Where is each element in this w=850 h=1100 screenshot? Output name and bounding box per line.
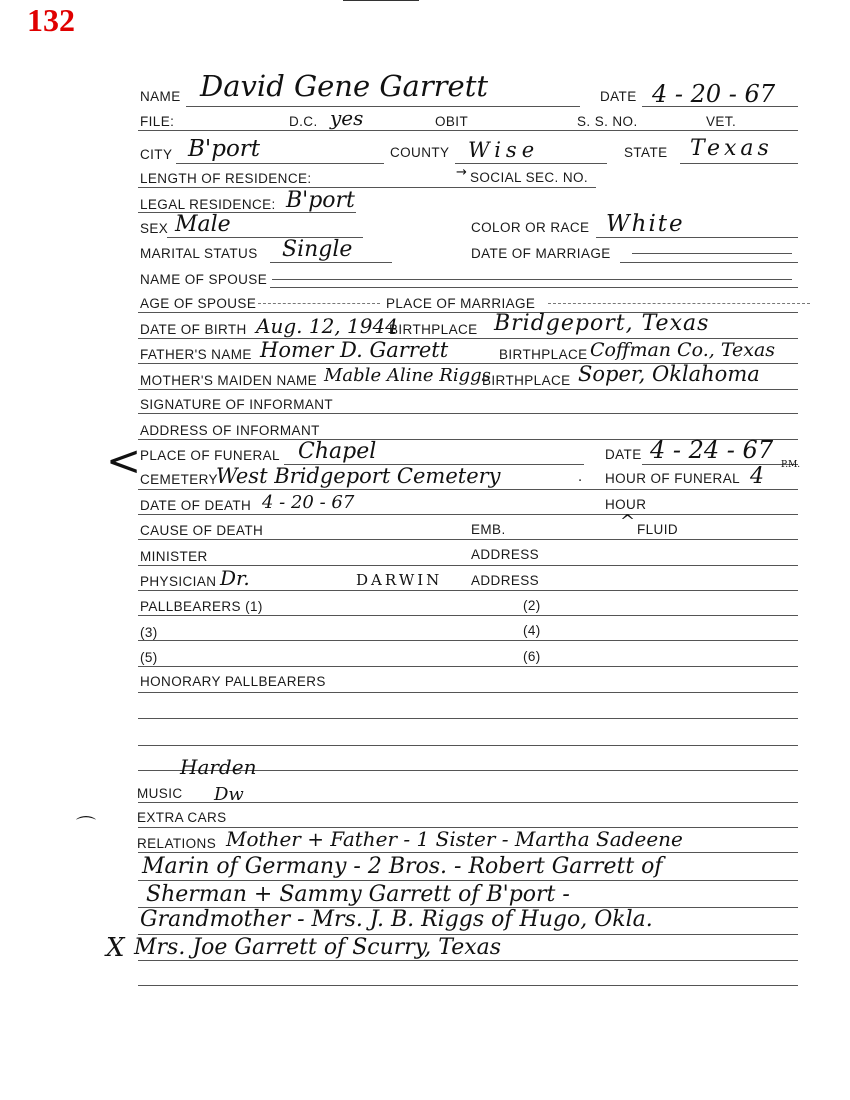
label-city: CITY <box>140 147 173 162</box>
label-hour-funeral: HOUR OF FUNERAL <box>605 471 741 486</box>
rule-physician <box>138 590 798 591</box>
margin-dash-mark: ⌒ <box>76 814 96 838</box>
relations-line-2: Marin of Germany - 2 Bros. - Robert Garrett of <box>142 854 663 879</box>
label-pallbearers-4: (4) <box>523 623 541 638</box>
label-file: FILE: <box>140 114 175 129</box>
label-date: DATE <box>600 89 637 104</box>
relations-margin-mark: X <box>106 933 125 963</box>
label-birthplace: BIRTHPLACE <box>389 322 478 337</box>
label-social-sec: SOCIAL SEC. NO. <box>470 170 589 185</box>
label-minister-address: ADDRESS <box>471 547 540 562</box>
label-cemetery: CEMETERY <box>140 472 218 487</box>
label-address-informant: ADDRESS OF INFORMANT <box>140 423 320 438</box>
top-edge-mark <box>343 0 419 1</box>
bracket-mark: < <box>106 436 142 485</box>
rule-relations-1 <box>138 852 798 853</box>
label-pallbearers-3: (3) <box>140 625 158 640</box>
page-number: 132 <box>27 2 75 38</box>
rule-length-residence <box>138 187 596 188</box>
label-date-marriage: DATE OF MARRIAGE <box>471 246 611 261</box>
rule-signature-informant <box>138 413 798 414</box>
label-pallbearers-5: (5) <box>140 650 158 665</box>
label-mother: MOTHER'S MAIDEN NAME <box>140 373 318 388</box>
relations-line-1: Mother + Father - 1 Sister - Martha Sadeene <box>226 827 683 851</box>
rule-relations-6 <box>138 985 798 986</box>
rule-state <box>680 163 798 164</box>
label-fluid: FLUID <box>637 522 679 537</box>
rule-marital-status <box>270 262 392 263</box>
label-vet: VET. <box>706 114 737 129</box>
label-minister: MINISTER <box>140 549 208 564</box>
label-legal-residence: LEGAL RESIDENCE: <box>140 197 276 212</box>
rule-city <box>176 163 384 164</box>
label-color-race: COLOR OR RACE <box>471 220 590 235</box>
entry-dob: Aug. 12, 1944 <box>256 314 398 338</box>
rule-pallbearers-3 <box>138 666 798 667</box>
entry-music: Harden <box>180 755 257 779</box>
entry-emb: ^ <box>620 511 636 532</box>
label-marital-status: MARITAL STATUS <box>140 246 258 261</box>
rule-mother <box>138 389 798 390</box>
entry-funeral-place: Chapel <box>298 439 377 464</box>
arrow-mark: → <box>456 165 467 180</box>
entry-funeral-hour-ampm: P.M. <box>781 460 801 470</box>
rule-pallbearers-2 <box>138 640 798 641</box>
entry-marital-status: Single <box>282 237 353 262</box>
rule-honorary-2 <box>138 718 798 719</box>
dash-age-spouse <box>258 303 380 304</box>
label-sex: SEX <box>140 221 169 236</box>
label-length-residence: LENGTH OF RESIDENCE: <box>140 171 312 186</box>
entry-music-sub: Dw <box>214 784 244 805</box>
label-county: COUNTY <box>390 145 450 160</box>
entry-father-birthplace: Coffman Co., Texas <box>590 339 776 361</box>
label-father-birthplace: BIRTHPLACE <box>499 347 588 362</box>
label-cause: CAUSE OF DEATH <box>140 523 264 538</box>
label-age-spouse: AGE OF SPOUSE <box>140 296 257 311</box>
relations-line-5: Mrs. Joe Garrett of Scurry, Texas <box>134 935 502 960</box>
rule-date <box>642 106 798 107</box>
entry-mother-birthplace: Soper, Oklahoma <box>578 362 760 386</box>
rule-date-marriage <box>620 262 798 263</box>
label-extra-cars: EXTRA CARS <box>137 810 227 825</box>
label-music: MUSIC <box>137 786 183 801</box>
label-ssno: S. S. NO. <box>577 114 638 129</box>
entry-legal-residence: B'port <box>286 188 355 213</box>
entry-city: B'port <box>188 136 261 162</box>
rule-relations-5 <box>138 960 798 961</box>
entry-cemetery: West Bridgeport Cemetery <box>216 464 501 488</box>
label-relations: RELATIONS <box>137 836 217 851</box>
label-dob: DATE OF BIRTH <box>140 322 247 337</box>
label-pallbearers-6: (6) <box>523 649 541 664</box>
rule-cemetery <box>138 489 798 490</box>
entry-date: 4 - 20 - 67 <box>652 80 776 108</box>
rule-file <box>138 130 798 131</box>
entry-dc: yes <box>330 106 364 130</box>
rule-race <box>596 237 798 238</box>
dash-date-marriage <box>632 253 792 254</box>
rule-cause <box>138 539 798 540</box>
label-pallbearers-2: (2) <box>523 598 541 613</box>
relations-line-3: Sherman + Sammy Garrett of B'port - <box>146 882 570 907</box>
entry-funeral-date: 4 - 24 - 67 <box>650 436 774 464</box>
label-emb: EMB. <box>471 522 506 537</box>
entry-physician-name: DARWIN <box>356 571 443 589</box>
label-obit: OBIT <box>435 114 469 129</box>
rule-name <box>186 106 580 107</box>
rule-funeral-date <box>642 464 798 465</box>
label-name: NAME <box>140 89 181 104</box>
entry-state: Texas <box>690 136 773 161</box>
entry-county: Wise <box>468 138 540 162</box>
label-hour: HOUR <box>605 497 647 512</box>
dash-spouse <box>272 279 792 280</box>
rule-spouse <box>270 287 798 288</box>
label-state: STATE <box>624 145 668 160</box>
label-dc: D.C. <box>289 114 318 129</box>
label-spouse: NAME OF SPOUSE <box>140 272 268 287</box>
rule-honorary-1 <box>138 692 798 693</box>
entry-birthplace: Bridgeport, Texas <box>494 311 710 336</box>
entry-name: David Gene Garrett <box>200 69 489 103</box>
rule-county <box>455 163 607 164</box>
label-father: FATHER'S NAME <box>140 347 252 362</box>
label-funeral-date: DATE <box>605 447 642 462</box>
label-pallbearers-1: PALLBEARERS (1) <box>140 599 263 614</box>
rule-relations-2 <box>138 880 798 881</box>
label-honorary: HONORARY PALLBEARERS <box>140 674 326 689</box>
entry-race: White <box>606 211 685 237</box>
rule-legal-residence <box>138 212 356 213</box>
label-physician-address: ADDRESS <box>471 573 540 588</box>
rule-pallbearers-1 <box>138 615 798 616</box>
dash-place-marriage <box>548 303 810 304</box>
entry-father: Homer D. Garrett <box>260 338 449 362</box>
label-place-funeral: PLACE OF FUNERAL <box>140 448 280 463</box>
label-place-marriage: PLACE OF MARRIAGE <box>386 296 536 311</box>
label-mother-birthplace: BIRTHPLACE <box>482 373 571 388</box>
rule-honorary-3 <box>138 745 798 746</box>
rule-music <box>138 802 798 803</box>
rule-dod <box>138 514 798 515</box>
label-physician: PHYSICIAN <box>140 574 217 589</box>
entry-sex: Male <box>175 212 231 237</box>
entry-dod: 4 - 20 - 67 <box>262 492 355 513</box>
entry-mother: Mable Aline Riggs <box>324 365 491 386</box>
label-dod: DATE OF DEATH <box>140 498 252 513</box>
entry-funeral-hour: 4 <box>750 464 764 489</box>
dot-mark: · <box>578 474 583 489</box>
label-signature-informant: SIGNATURE OF INFORMANT <box>140 397 334 412</box>
relations-line-4: Grandmother - Mrs. J. B. Riggs of Hugo, Okla. <box>140 907 653 932</box>
entry-physician-title: Dr. <box>220 566 250 590</box>
